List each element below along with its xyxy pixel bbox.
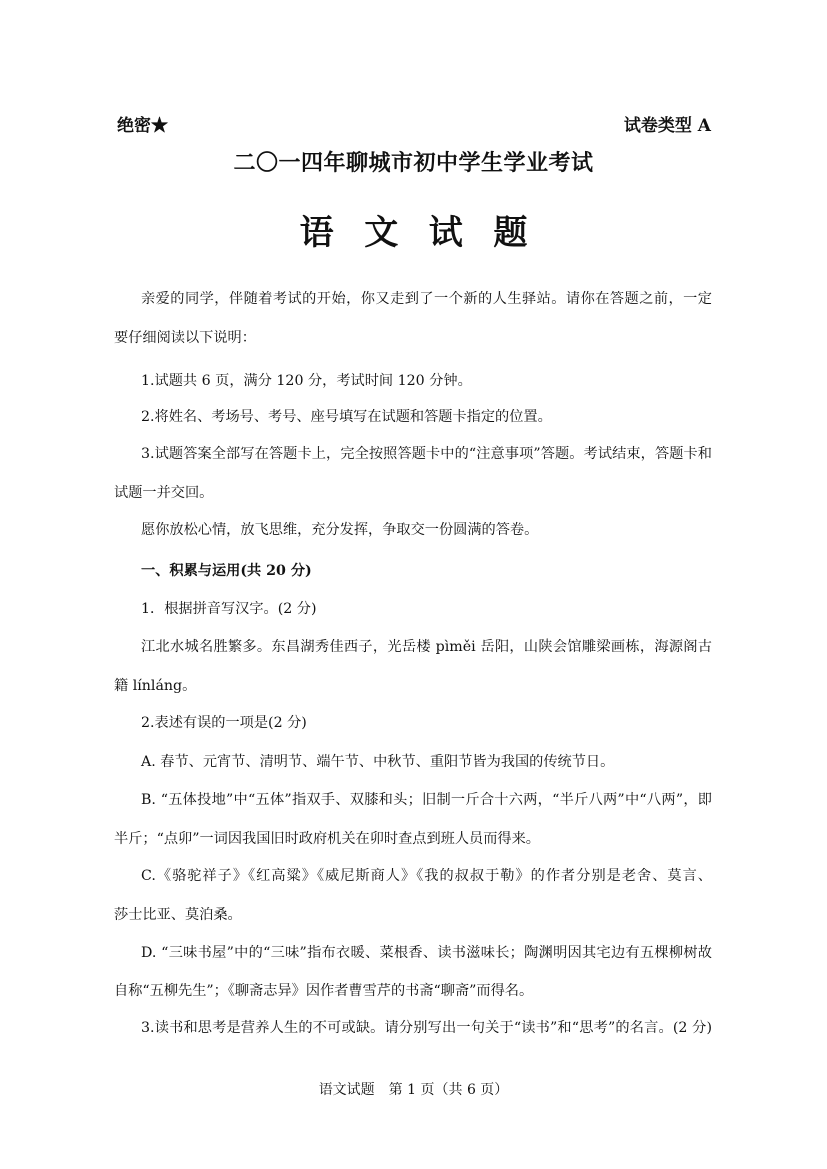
note-3-line-2: 试题一并交回。 — [114, 485, 214, 501]
q2-option-d-line-1: D. “三味书屋”中的“三味”指布衣暖、菜根香、读书滋味长；陶渊明因其宅边有五棵柳树故 — [141, 945, 712, 961]
subject-title: 语文试题 — [299, 213, 558, 253]
q2-option-b-line-2: 半斤；“点卯”一词因我国旧时政府机关在卯时查点到班人员而得来。 — [114, 831, 540, 847]
q3-prompt: 3.读书和思考是营养人生的不可或缺。请分别写出一句关于“读书”和“思考”的名言。(2 分) — [141, 1020, 712, 1036]
note-3-line-1: 3.试题答案全部写在答题卡上，完全按照答题卡中的“注意事项”答题。考试结束，答题卡和 — [141, 446, 712, 462]
q2-prompt: 2.表述有误的一项是(2 分) — [141, 715, 307, 731]
note-2: 2.将姓名、考场号、考号、座号填写在试题和答题卡指定的位置。 — [141, 409, 552, 425]
note-1: 1.试题共 6 页，满分 120 分，考试时间 120 分钟。 — [141, 373, 472, 389]
q2-option-a: A. 春节、元宵节、清明节、端午节、中秋节、重阳节皆为我国的传统节日。 — [141, 754, 615, 770]
q1-prompt: 1．根据拼音写汉字。(2 分) — [141, 601, 317, 617]
q1-line-2: 籍 línláng。 — [114, 678, 197, 694]
q2-option-d-line-2: 自称“五柳先生”；《聊斋志异》因作者曹雪芹的书斋“聊斋”而得名。 — [114, 983, 534, 999]
wish-text: 愿你放松心情，放飞思维，充分发挥，争取交一份圆满的答卷。 — [141, 522, 539, 538]
q2-option-b-line-1: B. “五体投地”中“五体”指双手、双膝和头；旧制一斤合十六两，“半斤八两”中“八两”，即 — [141, 792, 712, 808]
paper-type: 试卷类型 A — [623, 116, 711, 136]
page-footer: 语文试题 第 1 页（共 6 页） — [318, 1082, 509, 1098]
q2-option-c-line-1: C.《骆驼祥子》《红高粱》《威尼斯商人》《我的叔叔于勒》的作者分别是老舍、莫言、 — [141, 868, 712, 884]
secret-mark: 绝密★ — [117, 116, 168, 136]
intro-line-1: 亲爱的同学，伴随着考试的开始，你又走到了一个新的人生驿站。请你在答题之前，一定 — [141, 291, 712, 307]
q2-option-c-line-2: 莎士比亚、莫泊桑。 — [114, 907, 242, 923]
intro-line-2: 要仔细阅读以下说明： — [114, 330, 256, 346]
exam-title: 二〇一四年聊城市初中学生学业考试 — [233, 150, 594, 176]
section-1-title: 一、积累与运用(共 20 分) — [141, 563, 312, 579]
q1-line-1: 江北水城名胜繁多。东昌湖秀佳西子，光岳楼 pìměi 岳阳，山陕会馆雕梁画栋，海源阁古 — [141, 639, 712, 655]
